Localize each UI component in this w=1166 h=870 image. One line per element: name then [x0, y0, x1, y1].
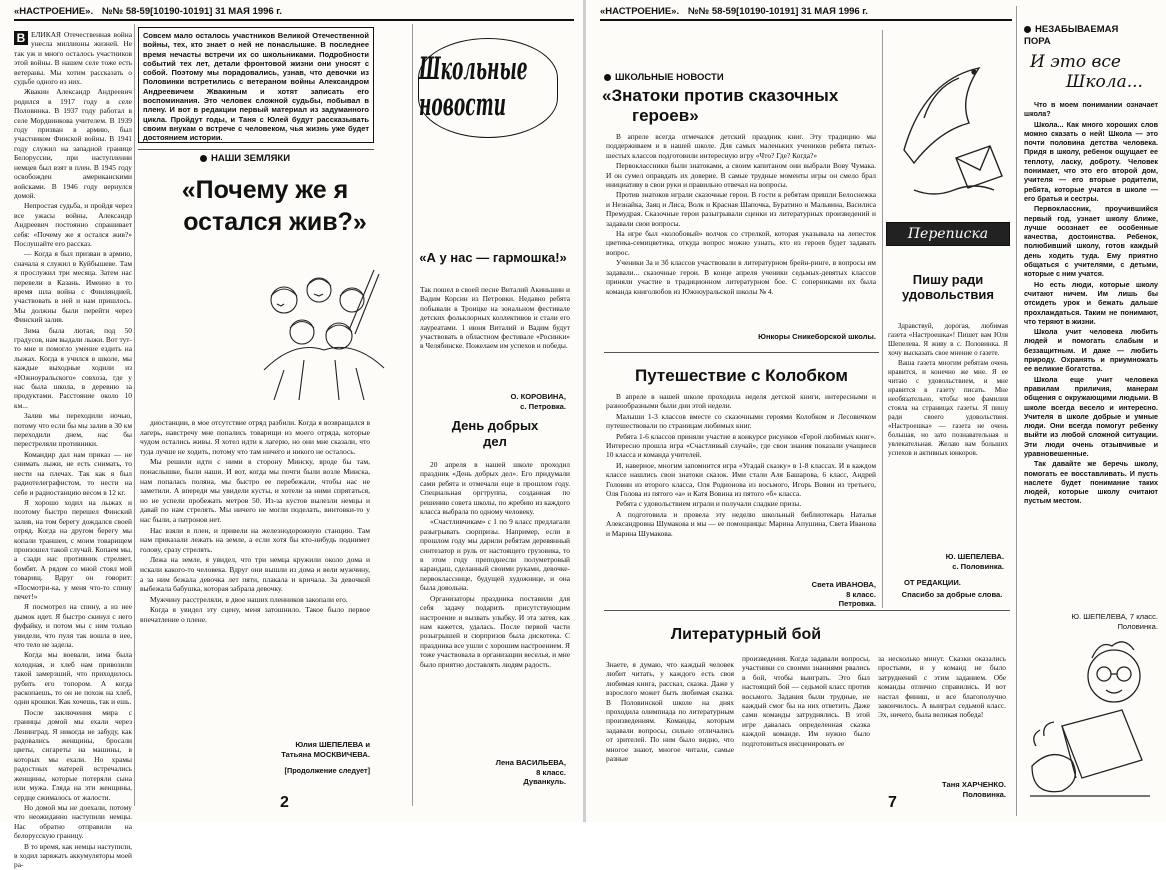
article-paragraph: Так давайте же беречь школу, помогать ее восставливать. И пусть наслете будет понимание таких людей, которые школу считают пустым местом.	[1024, 459, 1158, 506]
school-news-badge	[418, 38, 558, 138]
memorable-text	[1024, 100, 1158, 598]
article-paragraph: Я посмотрел на спину, а из нее дымок идет. Я быстро скинул с него фуфайку, и потом мы с ним только увидели, что пуля так вошла в нее, что тело не задела.	[14, 602, 132, 649]
rubric-label: ШКОЛЬНЫЕ НОВОСТИ	[615, 72, 724, 83]
memorable-title-line: Школа...	[1066, 72, 1143, 92]
author-name: Таня ХАРЧЕНКО.	[942, 780, 1006, 789]
article-paragraph: Но домой мы не доехали, потому что неожиданно наступили немцы. Нас обратно отправили на белорусскую границу.	[14, 802, 132, 841]
article-paragraph: Залив мы переходили ночью, потому что если бы мы залив в 30 км переходили днем, нас бы перестреляли противники.	[14, 411, 132, 449]
memorable-title-line: И это все	[1030, 52, 1121, 72]
author-place: с. Петровка.	[520, 401, 566, 411]
divider	[604, 352, 879, 353]
article-paragraph: Лежа на земле, я увидел, что три немца кружили около дома и искали какого-то человека. Вдруг они вышли из дома и вели мужчину, а за ним бежала девочка лет пяти, плакала и кричала. За девочкой выбежала бабушка, которая забрала девочку.	[140, 555, 370, 594]
correspondence-badge-text: Переписка	[907, 226, 989, 242]
header-issue-left: №№ 58-59[10190-10191] 31 МАЯ 1996 г.	[102, 6, 282, 17]
article-paragraph: «Счастливчикам» с 1 по 9 класс предлагали разыгрывать сюрпризы. Например, если в прошлом году мы дарили ребятам деревянный синтезатор и руль от настоящего грузовика, то в этом году преподнесли полуметровый карандаш, сделанный своими руками, девочке-первокласснице, будущей художнице, и она была довольна.	[420, 517, 570, 593]
divider	[604, 610, 1010, 611]
author-place: с. Половинка.	[952, 561, 1004, 571]
author-place: Половинка.	[962, 789, 1006, 799]
school-news-badge-text: Школьные новости	[419, 52, 528, 124]
article-paragraph: Школа... Как много хороших слов можно сказать о ней! Школа — это почти половина детства человека. Придя в школу, ребенок ощущает ее теплоту, ласку, доброту. Человек понимает, что это его второй дом, учителя — его вторые родители, ребята, которые учатся в школе — его братья и сестры.	[1024, 119, 1158, 203]
editorial-text: Спасибо за добрые слова.	[901, 590, 1003, 599]
experts-title	[602, 86, 882, 126]
soldiers-illustration	[244, 260, 394, 410]
column-divider	[134, 24, 135, 806]
rubric-our-countrymen	[200, 153, 290, 164]
article-paragraph: Но есть люди, которые школу считают ничем. Им лишь бы отсидеть урок и бежать дальше прохлаждаться. Таким не понимают, что теряют в жизни.	[1024, 279, 1158, 326]
article-paragraph: Я хорошо ходил на лыжах и поэтому быстро перешел Финский залив, на том берегу дождался своей отряд. Когда на другом берегу мы копали траншеи, с моим товарищем произошел такой случай. Копаем мы, а сзади нас противник стреляет, бомбят. А рядом со мной стоял мой товарищ. Вдруг он говорит: «Посмотри-ка, у меня что-то спину печет!»	[14, 497, 132, 601]
author-place: Дуванкуль.	[523, 777, 566, 786]
column-divider	[882, 30, 883, 608]
harmonica-title: «А у нас — гармошка!»	[419, 250, 567, 265]
kolobok-signature	[766, 580, 876, 609]
letter-title: Пишу ради удовольствия	[902, 272, 994, 302]
author-name: Татьяна МОСКВИЧЕВА.	[281, 749, 370, 759]
article-paragraph: — Когда я был призван в армию, сначала я служил в Куйбышеве. Там я прослужил три месяца. Затем нас перевели в Казань. Именно в то время шла война с Финляндией, участвовать в ней и нам пришлось. Мы должны были перейти через Финский залив.	[14, 249, 132, 325]
article-paragraph: Мы решили идти с ними в сторону Минску, вроде бы там, понаслышке, были наши. И вот, когда мы почти были возле Минска, нам попалась поляна, мы быстро ее перебежали, чтобы нас не заметили. А впереди мы увидели кусты, и хотели за ними спрятаться, но не успели пробежать метров 50. Из-за кустов вылезли немцы и давай по нам стрелять. Мы ничего не могли поделать, винтовки-то у нас были, а патронов нет.	[140, 457, 370, 524]
bullet-icon	[1024, 26, 1031, 33]
editorial-label: ОТ РЕДАКЦИИ.	[904, 578, 961, 587]
article-paragraph: Когда мы воевали, зима была холодная, и хлеб нам привозили такой замерзший, что приходилось рубить его топором. А когда раскопаешь, то он не похож на хлеб, одни крошки. Как хочешь, так и ешь.	[14, 650, 132, 707]
author-name: Света ИВАНОВА,	[811, 580, 876, 589]
experts-title-line: героев»	[632, 106, 699, 125]
article-paragraph: На игре был «колобовый» волчок со стрелкой, которая указывала на лепесток цветика-семицветика, откуда вопрос можно узнать, кто из героев будет задавать вопрос.	[606, 229, 876, 257]
article-paragraph: Командир дал нам приказ — не снимать лыжи, не есть снимать, то нести на плечах. Так как я был радиотелеграфистом, то нести на себе и радиостанцию весом в 12 кг.	[14, 449, 132, 497]
good-deeds-text	[420, 460, 570, 746]
article-paragraph: Ребята с удовольствием играли и получали сладкие призы.	[616, 499, 802, 509]
rubric-memorable-time-2: ПОРА	[1024, 36, 1051, 47]
header-issue-right: №№ 58-59[10190-10191] 31 МАЯ 1996 г.	[688, 6, 868, 17]
page-number-left: 2	[280, 794, 289, 811]
newspaper-page-right	[586, 0, 1166, 822]
good-deeds-title: День добрых дел	[451, 418, 539, 449]
intro-box: Совсем мало осталось участников Великой Отечественной войны, тех, кто знает о ней не понаслышке. В последнее время нечасты встречи их со школьниками. Подробности событий тех лет, детали фронтовой жизни они уносят с собой. Поэтому мы порадовались, узнав, что девочки из Половинки встретились с ветераном войны Александром Андреевичем Жвакиным и хотят записать его воспоминания. Это человек сложной судьбы, побывал в плену. И вот в редакции первый материал из задуманного цикла. Пройдут годы, и Таня с Юлей будут рассказывать своим внукам о встрече с человеком, чья жизнь уже будет достоянием истории.	[138, 27, 374, 143]
article-paragraph: Что в моем понимании означает школа?	[1024, 100, 1158, 119]
article-paragraph: Малыши 1-3 классов вместе со сказочными героями Колобком и Лесовичком путешествовали по страницам любимых книг.	[606, 411, 876, 431]
article-paragraph: Ваша газета многим ребятам очень нравится, и конечно же мне. Я ее читаю с удовольствием, и мне нравится в газету писать. Мне необязательно, чтобы мое фамилия стояла на страницах газеты. Я пишу ради своего удовольствия. «Настроешка» — газета не очень большая, но зато познавательная и увлекательная. Желаю вам больших успехов и активных юнкоров.	[888, 359, 1008, 457]
experts-signature: Юнкоры Сникеборской школы.	[758, 332, 876, 341]
battle-signature	[896, 780, 1006, 799]
battle-column-2: произведения. Когда задавали вопросы, участники со своими знаниями рвались в бой, чтобы выиграть. Это был настоящий бой — седьмой класс против восьмого. Задания были трудные, не каждый смог бы на них ответить. Даже сами команды затруднялись. В этой игре давалась определенная сказка каждой команде. Им нужно было подготовиться инсценировать ее	[742, 654, 870, 748]
header-rule-right	[600, 19, 1012, 21]
column-divider	[412, 24, 413, 806]
article-paragraph: А подготовила и провела эту неделю школьный библиотекарь Наталья Александровна Шумакова и мы — ее помощницы: Марина Апушина, Света Иванова и Марина Шумакова.	[606, 509, 876, 538]
bookworm-illustration	[1022, 636, 1162, 812]
article-paragraph: В апреле всегда отмечался детский праздник книг. Эту традицию мы поддерживаем и в нашей школе. Для самых маленьких учеников ребята пятых-шестых классов подготовили интересную игру «Что? Где? Когда?»	[606, 132, 876, 160]
war-story-column-1	[14, 30, 132, 870]
dove-letter-illustration	[884, 40, 1014, 216]
war-story-column-2	[140, 418, 370, 738]
article-paragraph: Первоклассники были знатоками, а своим капитаном они выбрали Вову Чумака. И он сумел оправдать их доверие. В самые трудные моменты игры он смело брал инициативу в свои руки и правильно отвечал на вопросы.	[606, 161, 876, 190]
rubric-school-news	[604, 72, 724, 83]
header-paper-name-right: «НАСТРОЕНИЕ».	[600, 6, 680, 17]
battle-column-1: Знаете, я думаю, что каждый человек любит читать, у каждого есть своя любимая книга, рассказ, сказка. Даже у взрослого может быть любимая сказка. В Половинской школе на днях проходила олимпиада по литературным произведениям. Команды, которым задавали вопросы, сильно отличались от зрителей. По ним было видно, что многое знают, многое читали, самые разные	[606, 660, 734, 764]
memorable-signature	[1026, 612, 1158, 631]
article-paragraph: Нас взяли в плен, и привели на железнодорожную станцию. Там нам приказали лежать на земле, а если хотя бы кто-нибудь поднимет голову, сразу стрелять.	[140, 525, 370, 554]
author-class: 8 класс.	[846, 589, 876, 599]
article-title	[134, 174, 396, 238]
good-deeds-signature	[440, 758, 566, 787]
correspondence-badge	[886, 222, 1010, 246]
rubric-memorable-time	[1024, 24, 1118, 35]
article-paragraph: Зима была лютая, под 50 градусов, нам выдали лыжи. Вот тут-то мне и помогло умение ездить на лыжах. Когда я учился в школе, мы каждые выходные ходили из «Южноуральского» совхоза, где у нас была школа, в деревню за продуктами. Расстояние около 10 км...	[14, 325, 132, 410]
article-title-line: остался жив?»	[183, 208, 367, 236]
memorable-title	[1030, 52, 1143, 92]
war-story-signature	[210, 740, 370, 759]
continued-note: [Продолжение следует]	[284, 766, 370, 775]
author-name: Лена ВАСИЛЬЕВА,	[495, 758, 566, 767]
article-paragraph: Жвакин Александр Андреевич родился в 1917 году в селе Половинка. В 1937 году работал в селе Мордвинкова учителем. В 1939 году призван в армию, был участником Финской войны. В 1941 году служил на западной границе Белоруссии, при наступлении немцев был взят в плен. В 1945 году освобожден американскими войсками. В 1946 году вернулся домой.	[14, 87, 132, 200]
article-title-line: «Почему же я	[181, 176, 349, 204]
experts-text	[606, 132, 876, 324]
article-paragraph: Мужчину расстреляли, в двое наших пленников закопали его.	[150, 594, 348, 604]
battle-column-3: за несколько минут. Сказки оказались простыми, и у команд не было затруднений с этим заданием. Обе команды отлично справились. И вот настал финиш, и все благополучно закончилось. А выиграл седьмой класс. Эх, ничего, была великая победа!	[878, 654, 1006, 720]
author-name: Юлия ШЕПЕЛЕВА и	[295, 740, 370, 749]
article-paragraph: Непростая судьба, и пройдя через все ужасы войны, Александр Андреевич постоянно спрашивает себя: «Почему же я остался жив?» Послушайте его рассказ.	[14, 201, 132, 248]
article-paragraph: Ребята 1-6 классов приняли участие в конкурсе рисунков «Герой любимых книг». Интересно прошла игра «Счастливый случай», где свои знания показали учащиеся 10 класса и команда учителей.	[606, 431, 876, 460]
page-number-right: 7	[888, 794, 897, 811]
column-divider	[1016, 6, 1017, 816]
letter-text	[888, 322, 1008, 548]
article-paragraph: Против знатоков играли сказочные герои. В гости к ребятам пришли Белоснежка и Незнайка, Заяц и Лиса, Волк и Красная Шапочка, Буратино и Мальвина, Василиса Премудрая. Сказочные герои разыгрывали сценки из литературных произведений и задавали свои вопросы.	[606, 190, 876, 228]
article-paragraph: После заключения мира с границы домой мы ехали через Ленинград. Я никогда не забуду, как радовались женщины, бросали цветы, сигареты на машины, в которых мы ехали. Но храмы радостных матерей встречались женщины, которые потеряли сына или мужа. Гляда на эти женщины, сердце сжималось от жалости.	[14, 707, 132, 802]
article-paragraph: Ученики 3а и 3б классов участвовали в литературном брейн-ринге, в вопросы им задавали... сказочные герои. В конце апреля ученики седьмых-девятых классов приняли участие в традиционном литературном бое. С соперниками их была команда книголюбов из Южноуральской школы № 4.	[606, 258, 876, 296]
bullet-icon	[604, 74, 611, 81]
kolobok-title: Путешествие с Колобком	[635, 366, 848, 385]
article-paragraph: 20 апреля в нашей школе проходил праздник «День добрых дел». Его придумали сами ребята и отмечали еще в прошлом году. Специальная оргтруппа, созданная по решению совета школы, по жребию из каждого класса выбрала по одному человеку.	[420, 460, 570, 517]
article-paragraph: Школа учит человека любить людей и помогать слабым и беззащитным. И даже — любить природу. Охранять и приумножать ее великие богатства.	[1024, 327, 1158, 374]
rubric-label: НАШИ ЗЕМЛЯКИ	[211, 153, 291, 164]
kolobok-text	[606, 392, 876, 582]
letter-signature	[886, 552, 1004, 571]
article-paragraph: ЕЛИКАЯ Отечественная война унесла миллионы жизней. Не так уж и много осталось участников этой войны. В нашем селе тоже есть ветераны. Мы хотим рассказать о судьбе одного из них.	[14, 30, 132, 87]
harmonica-text: Так пошел в своей песне Виталий Акиньшин и Вадим Корсин из Петровки. Недавно ребята побывали в Троицке на зональном фестивале детских фольклорных коллективов и стали его лауреатами. 1 июня Виталий и Вадим будут участвовать в областном фестивале «Росинки» в Челябинске. Пожелаем им успехов и победы.	[420, 285, 570, 351]
article-paragraph: диостанции, в мое отсутствие отряд разбили. Когда я возвращался в лагерь, навстречу мне попались товарищи из моего отряда, которые чудом остались живы. Я хотел идти к лагерю, но они мне сказали, что туда лучше не ходить, потому что там ничего и никого не осталось.	[140, 418, 370, 456]
author-name: Ю. ШЕПЕЛЕВА, 7 класс.	[1071, 612, 1158, 621]
header-paper-name-left: «НАСТРОЕНИЕ».	[14, 6, 94, 17]
divider	[138, 149, 374, 150]
rubric-label: НЕЗАБЫВАЕМАЯ	[1035, 24, 1119, 35]
harmonica-signature	[440, 392, 566, 411]
author-name: О. КОРОВИНА,	[510, 392, 566, 401]
dropcap: В	[14, 31, 28, 45]
bullet-icon	[200, 155, 207, 162]
battle-title: Литературный бой	[670, 626, 822, 643]
author-place: Петровка.	[838, 599, 876, 608]
article-paragraph: Здравствуй, дорогая, любимая газета «Настроешка»! Пишет вам Юля Шепелева. Я живу в с. Половинка. Я хочу высказать свое мнение о газете.	[888, 322, 1008, 357]
article-paragraph: И, наверное, многим запомнится игра «Угадай сказку» в 1-8 классах. И в каждом классе нашлись свои знатоки сказок. Ими стали Аля Башарова, 6 класс, Андрей Головин из второго класса, Оля Родионова из восьмого, Игорь Вовин из третьего, Оля Голова из пятого «а» и Катя Вовина из пятого «б» класса.	[606, 460, 876, 499]
author-place: Половинка.	[1117, 621, 1158, 631]
experts-title-line: «Знатоки против сказочных	[602, 86, 839, 105]
author-name: Ю. ШЕПЕЛЕВА.	[945, 552, 1004, 561]
article-paragraph: В апреле в нашей школе проходила неделя детской книги, интересными и разнообразными были дни этой недели.	[606, 392, 876, 411]
article-paragraph: Организаторы праздника поставили для себя задачу подарить присутствующим настроение и вызвать улыбку. И эта затея, как нам кажется, удалась. После первой части розыгрышей и сюрпризов была дискотека. С праздника все ушли с хорошим настроением. Я тоже участвовала в организации веселья, и мне было приятно доставлять людям радость.	[420, 593, 570, 669]
article-paragraph: В то время, как немцы наступили, в ходил заряжать аккумуляторы моей ра-	[14, 841, 132, 870]
article-paragraph: Школа еще учит человека правилам приличия, манерам общения с окружающими людьми. В школе всегда весело и интересно. Учителя в школе добрые и умные люди. Они всегда помогут ребенку выйти из любой сложной ситуации. Эти люди очень отзывчивые и уравновешенные.	[1024, 374, 1158, 458]
header-rule-left	[14, 19, 574, 21]
author-class: 8 класс.	[536, 767, 566, 777]
article-paragraph: Когда я увидел эту сцену, меня затошнило. Такое было первое впечатление о плене.	[140, 605, 370, 624]
article-paragraph: Первоклассник, проучившийся первый год, узнает школу ближе, лучше осознает ее особенные качества, достоинства. Ребенок, полюбивший школу, готов каждый день ходить туда. Ему приятно общаться с учителями, с детьми, которые с ним учатся.	[1024, 204, 1158, 279]
